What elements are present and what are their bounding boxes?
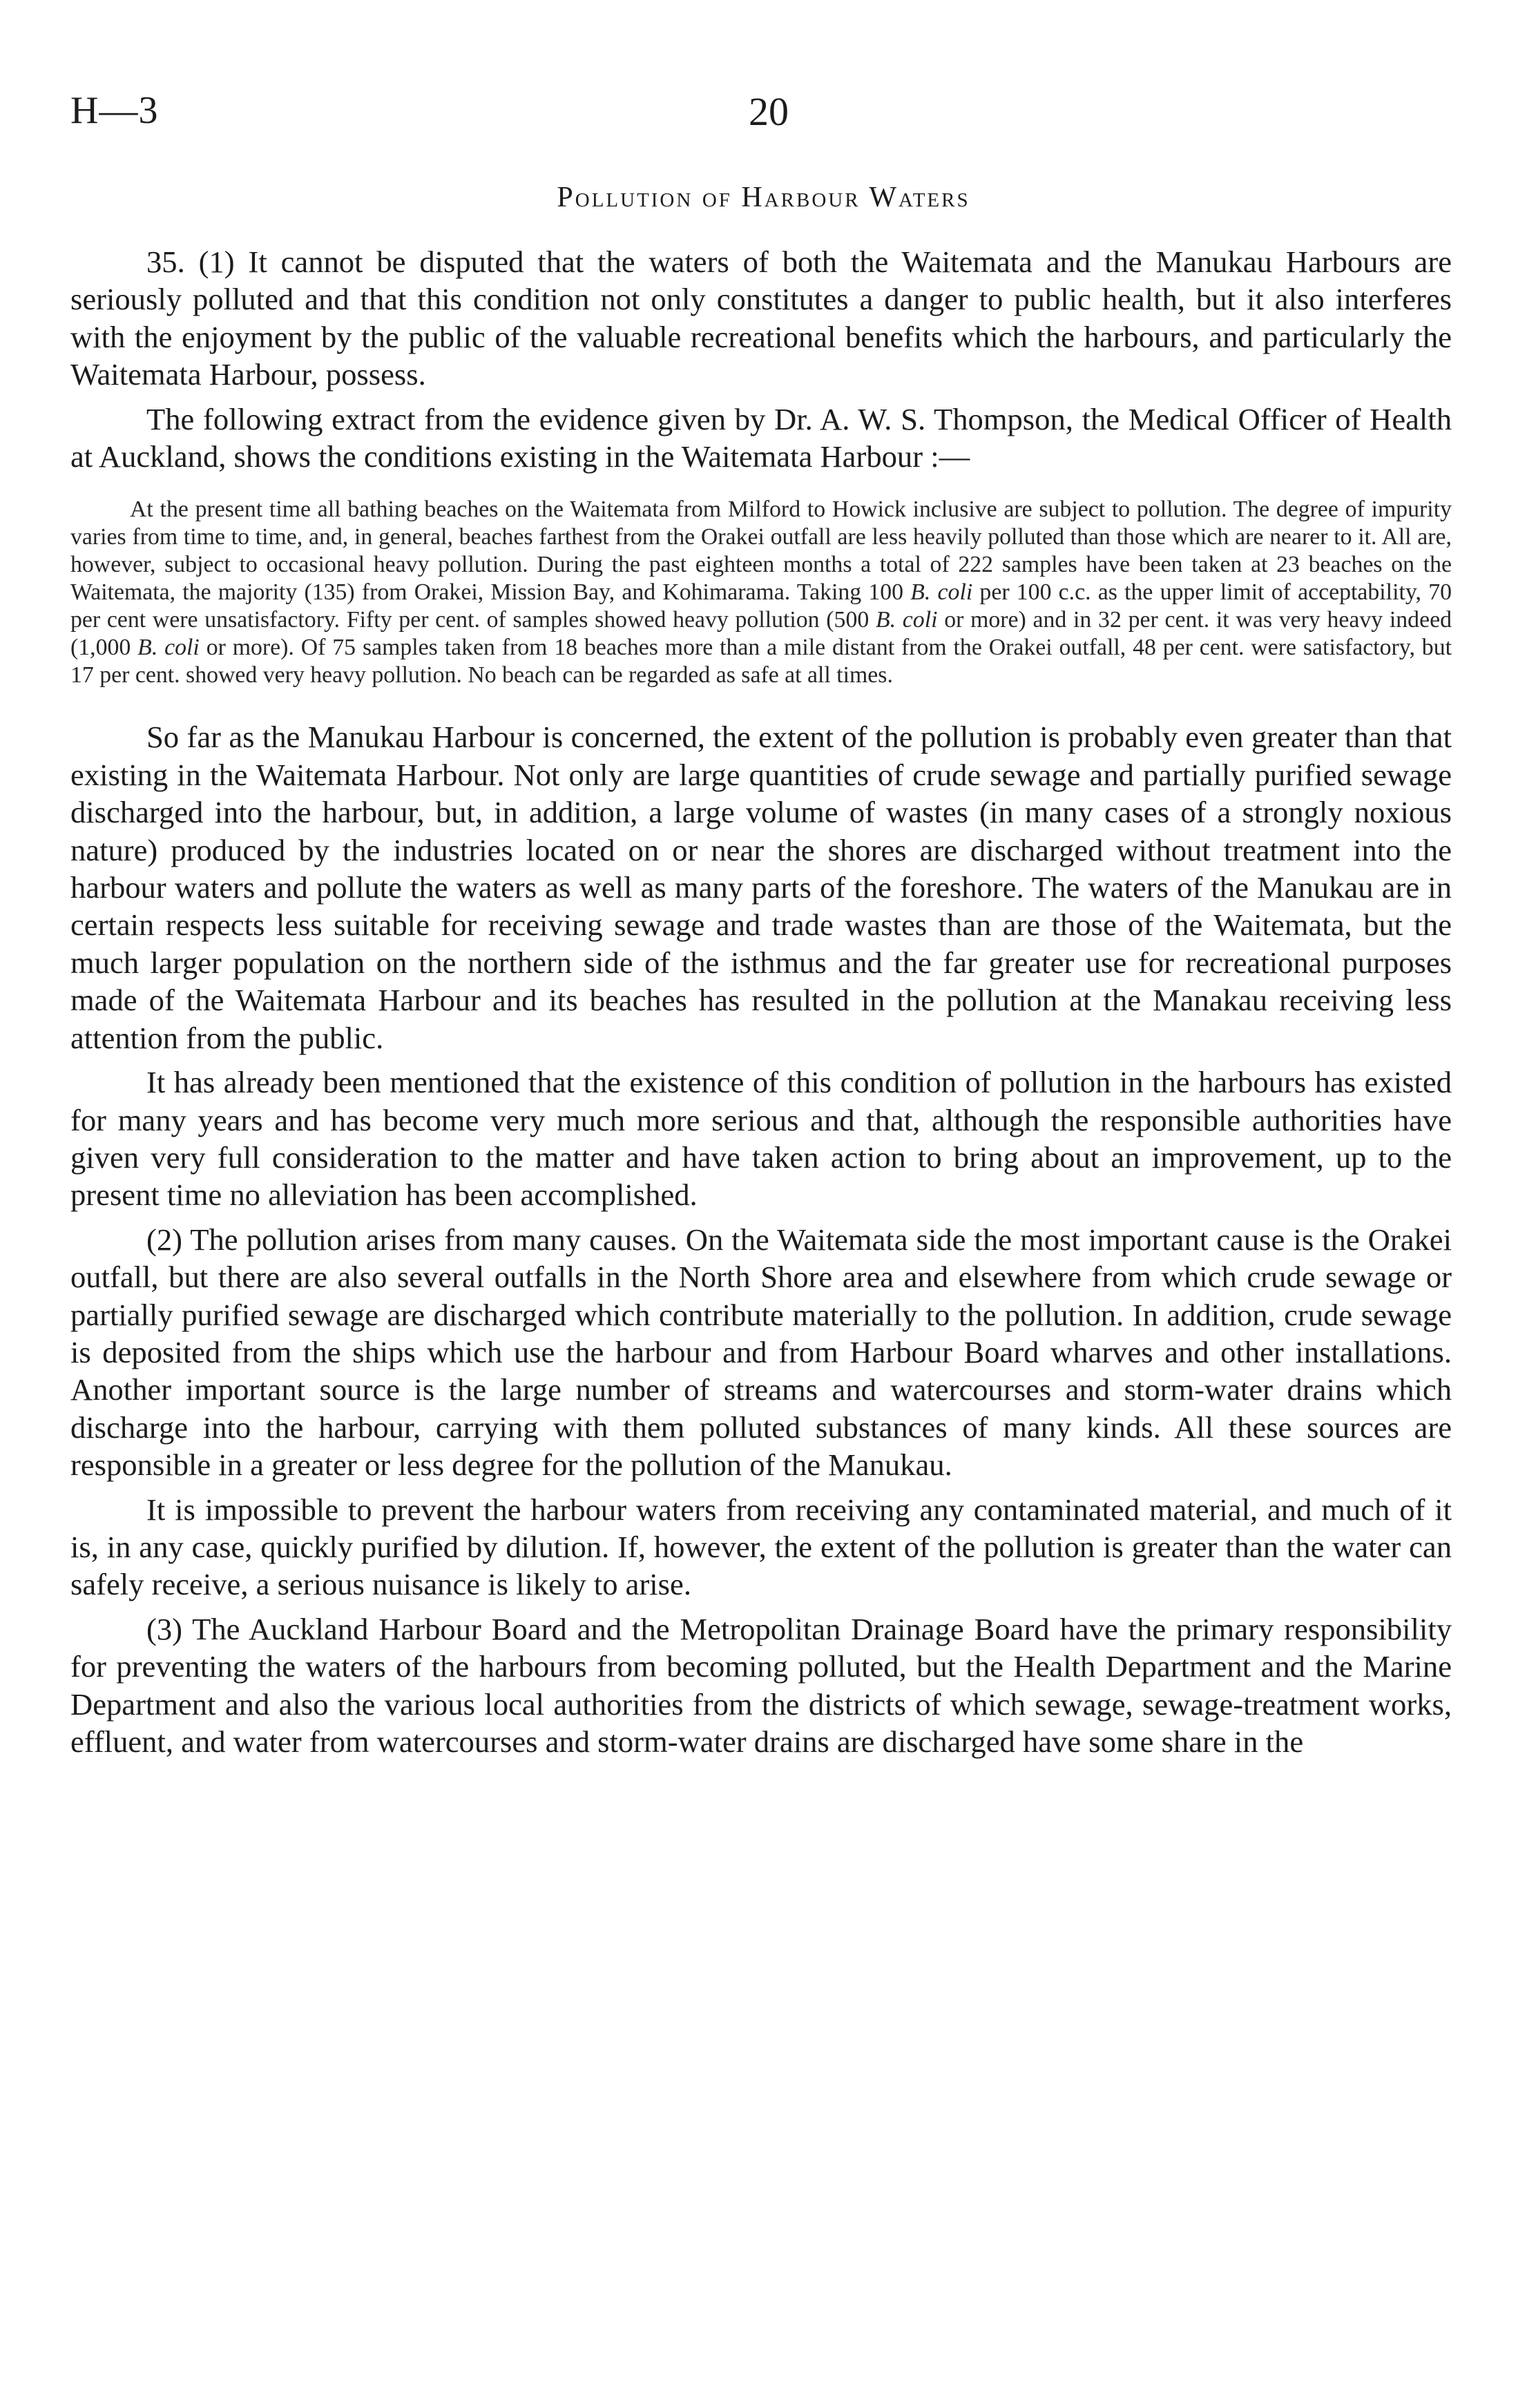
page-header xyxy=(70,88,1457,144)
page-number: 20 xyxy=(749,89,789,134)
paragraph-dilution: It is impossible to prevent the harbour waters from receiving any contaminated material, and much of it is, in any case, quickly purified by dilution. If, however, the extent of the pollution is greater than the water can safely receive, a serious nuisance is likely to arise. xyxy=(70,1492,1452,1602)
paragraph-35-3: (3) The Auckland Harbour Board and the Metropolitan Drainage Board have the primary responsibility for preventing the waters of the harbours from becoming polluted, but the Health Department and the Marine Department and also the various local authorities from the districts of which sewage, sewage-treatment works, effluent, and water from watercourses and storm-water drains are discharged have some share in the xyxy=(70,1611,1452,1759)
paragraph-35-1: 35. (1) It cannot be disputed that the waters of both the Waitemata and the Manukau Harbours are seriously polluted and that this condition not only constitutes a danger to public health, but it also interferes with the enjoyment by the public of the valuable recreational benefits which the harbours, and particularly the Waitemata Harbour, possess. xyxy=(70,244,1452,392)
quote-text-3: or more) and in 32 per cent. it was very heavy indeed (1,000 xyxy=(70,607,1452,661)
quote-italic-b-coli-2: B. coli xyxy=(875,607,938,633)
quote-text-2: per 100 c.c. as the upper limit of acceptability, 70 per cent were unsatisfactory. Fifty per cent. of samples showed heavy pollution (500 xyxy=(70,579,1452,633)
quote-italic-b-coli-1: B. coli xyxy=(910,579,973,606)
paragraph-evidence-intro: The following extract from the evidence given by Dr. A. W. S. Thompson, the Medical Officer of Health at Auckland, shows the conditions existing in the Waitemata Harbour :— xyxy=(70,401,1452,474)
document-code: H—3 xyxy=(70,89,159,132)
quote-italic-b-coli-3: B. coli xyxy=(137,635,200,661)
paragraph-35-2: (2) The pollution arises from many causes. On the Waitemata side the most important cause is the Orakei outfall, but there are also several outfalls in the North Shore area and elsewhere from which crude sewage or partially purified sewage are discharged which contribute materially to the pollution. In addition, crude sewage is deposited from the ships which use the harbour and from Harbour Board wharves and other installations. Another important source is the large number of streams and watercourses and storm-water drains which discharge into the harbour, carrying with them polluted substances of many kinds. All these sources are responsible in a greater or less degree for the pollution of the Manukau. xyxy=(70,1222,1452,1483)
section-title: Pollution of Harbour Waters xyxy=(557,182,970,213)
paragraph-manukau: So far as the Manukau Harbour is concerned, the extent of the pollution is probably even greater than that existing in the Waitemata Harbour. Not only are large quantities of crude sewage and partially purified sewage discharged into the harbour, but, in addition, a large volume of wastes (in many cases of a strongly noxious nature) produced by the industries located on or near the shores are discharged without treatment into the harbour waters and pollute the waters as well as many parts of the foreshore. The waters of the Manukau are in certain respects less suitable for receiving sewage and trade wastes than are those of the Waitemata, but the much larger population on the northern side of the isthmus and the far greater use for recreational purposes made of the Waitemata Harbour and its beaches has resulted in the pollution at the Manakau receiving less attention from the public. xyxy=(70,720,1452,1055)
evidence-quote xyxy=(70,496,1452,689)
quote-text-4: or more). Of 75 samples taken from 18 beaches more than a mile distant from the Orakei outfall, 48 per cent. were satisfactory, but 17 per cent. showed very heavy pollution. No beach can be regarded as safe at all times. xyxy=(70,635,1452,688)
paragraph-existed-many-years: It has already been mentioned that the existence of this condition of pollution in the harbours has existed for many years and has become very much more serious and that, although the responsible authorities have given very full consideration to the matter and have taken action to bring about an improvement, up to the present time no alleviation has been accomplished. xyxy=(70,1065,1452,1213)
quote-text-1: At the present time all bathing beaches on the Waitemata from Milford to Howick inclusive are subject to pollution. The degree of impurity varies from time to time, and, in general, beaches farthest from the Orakei outfall are less heavily polluted than those which are nearer to it. All are, however, subject to occasional heavy pollution. During the past eighteen months a total of 222 samples have been taken at 23 beaches on the Waitemata, the majority (135) from Orakei, Mission Bay, and Kohimarama. Taking 100 xyxy=(70,497,1452,606)
body-text xyxy=(70,243,1452,1767)
